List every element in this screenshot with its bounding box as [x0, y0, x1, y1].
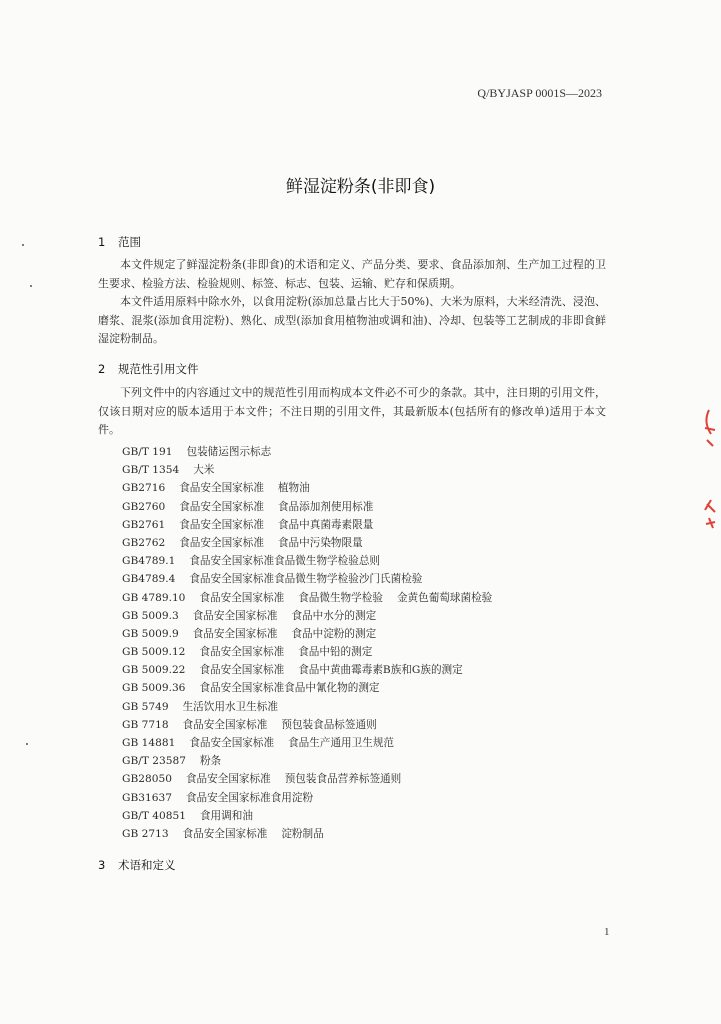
reference-code: GB 2713: [122, 827, 169, 840]
reference-item: [122, 643, 506, 661]
reference-title-part: 食品安全国家标准: [179, 536, 264, 549]
reference-title-part: 淀粉制品: [281, 827, 324, 840]
reference-title-part: 食品添加剂使用标准: [277, 500, 374, 513]
reference-item: [122, 698, 506, 716]
reference-title-part: 食品中黄曲霉毒素B族和G族的测定: [298, 664, 463, 677]
section-title: 范围: [118, 235, 141, 249]
page-number: 1: [604, 926, 610, 938]
reference-title-part: 包装储运图示标志: [186, 446, 272, 458]
reference-code: GB/T 191: [122, 446, 173, 458]
reference-title-part: 食品安全国家标准食品微生物学检验总则: [189, 555, 381, 568]
reference-title-part: 食品安全国家标准食品中氰化物的测定: [199, 682, 380, 695]
reference-code: GB/T 23587: [122, 755, 186, 768]
scan-dot: [30, 285, 32, 287]
document-title: 鲜湿淀粉条(非即食): [285, 177, 436, 197]
reference-code: GB 7718: [122, 718, 169, 731]
reference-title-part: 食品微生物学检验: [298, 591, 383, 604]
reference-title-part: 食品安全国家标准: [179, 482, 264, 495]
reference-title-part: 食品生产通用卫生规范: [288, 737, 395, 749]
section-number: 1: [98, 235, 106, 249]
reference-title-part: 食品安全国家标准: [199, 591, 285, 604]
reference-title-part: 预包装食品营养标签通则: [284, 773, 402, 786]
reference-code: GB2762: [122, 536, 166, 549]
reference-code: GB 5009.3: [122, 609, 179, 622]
reference-item: [122, 625, 506, 643]
reference-item: [122, 807, 506, 825]
reference-title-part: 食品中水分的测定: [291, 609, 377, 622]
reference-item: [122, 770, 506, 788]
scope-paragraph-2: 本文件适用原料中除水外，以食用淀粉(添加总量占比大于50%)、大米为原料，大米经清洗、浸泡、磨浆、混浆(添加食用淀粉)、熟化、成型(添加食用植物油或调和油)、冷却、包装等工艺制成的非即食鲜湿淀粉制品。: [98, 295, 606, 345]
reference-title-part: 食品安全国家标准食品微生物学检验沙门氏菌检验: [189, 573, 423, 586]
reference-item: [122, 734, 506, 752]
reference-item: [122, 498, 506, 516]
standard-code: Q/BYJASP 0001S—2023: [477, 86, 602, 100]
reference-item: [122, 443, 506, 461]
reference-title-part: 食品安全国家标准: [199, 664, 285, 677]
reference-item: [122, 607, 506, 625]
reference-code: GB 5009.36: [122, 682, 186, 695]
section-number: 2: [98, 362, 106, 376]
reference-title-part: 食品中真菌毒素限量: [277, 518, 374, 531]
reference-title-part: 食用调和油: [199, 809, 253, 822]
section-title: 规范性引用文件: [118, 362, 199, 376]
reference-title-part: 生活饮用水卫生标准: [182, 700, 278, 713]
section-title: 术语和定义: [118, 858, 176, 872]
reference-code: GB2760: [122, 500, 166, 513]
reference-item: [122, 570, 506, 588]
reference-code: GB2761: [122, 518, 166, 531]
reference-code: GB 14881: [122, 737, 176, 749]
reference-title-part: 食品安全国家标准食用淀粉: [185, 791, 314, 804]
reference-item: [122, 516, 506, 534]
reference-item: [122, 825, 506, 843]
reference-item: [122, 461, 506, 479]
reference-code: GB 5009.22: [122, 664, 186, 677]
reference-title-part: 植物油: [277, 482, 310, 495]
reference-item: [122, 752, 506, 770]
scan-dot: [26, 743, 28, 745]
reference-item: [122, 552, 506, 570]
reference-code: GB 5009.9: [122, 627, 179, 640]
reference-title-part: 食品安全国家标准: [192, 609, 278, 622]
reference-title-part: 食品安全国家标准: [182, 827, 268, 840]
reference-item: [122, 789, 506, 807]
reference-title-part: 食品安全国家标准: [192, 627, 278, 640]
reference-code: GB4789.4: [122, 573, 176, 586]
reference-title-part: 金黄色葡萄球菌检验: [396, 591, 493, 604]
reference-item: [122, 534, 506, 552]
scan-dot: [22, 244, 24, 246]
reference-title-part: 食品安全国家标准: [185, 773, 271, 786]
section-heading-terms-definitions: [98, 857, 176, 873]
reference-code: GB31637: [122, 791, 172, 804]
reference-item: [122, 716, 506, 734]
reference-code: GB28050: [122, 773, 172, 786]
reference-title-part: 食品安全国家标准: [179, 518, 264, 531]
reference-item: [122, 679, 506, 697]
reference-title-part: 粉条: [199, 755, 222, 768]
section-heading-normative-references: [98, 361, 199, 377]
section-heading-scope: [98, 234, 141, 250]
section-number: 3: [98, 858, 106, 872]
reference-code: GB/T 40851: [122, 809, 186, 822]
reference-title-part: 食品安全国家标准: [189, 737, 275, 749]
reference-code: GB 4789.10: [122, 591, 186, 604]
reference-title-part: 食品中污染物限量: [277, 536, 363, 549]
reference-item: [122, 589, 506, 607]
reference-title-part: 食品安全国家标准: [199, 646, 285, 659]
reference-title-part: 食品安全国家标准: [179, 500, 264, 513]
reference-item: [122, 661, 506, 679]
reference-title-part: 食品安全国家标准: [182, 718, 268, 731]
reference-item: [122, 479, 506, 497]
references-intro-paragraph: 下列文件中的内容通过文中的规范性引用而构成本文件必不可少的条款。其中，注日期的引用文件，仅该日期对应的版本适用于本文件；不注日期的引用文件，其最新版本(包括所有的修改单)适用于本文件。: [98, 386, 606, 436]
reference-title-part: 食品中铅的测定: [298, 646, 373, 659]
reference-code: GB 5749: [122, 700, 169, 713]
red-seal-stamp-fragment: [697, 400, 721, 545]
reference-code: GB/T 1354: [122, 464, 180, 477]
reference-code: GB2716: [122, 482, 166, 495]
reference-code: GB4789.1: [122, 555, 176, 568]
reference-list: [122, 443, 506, 843]
reference-title-part: 大米: [193, 464, 215, 477]
reference-title-part: 预包装食品标签通则: [281, 718, 377, 731]
reference-code: GB 5009.12: [122, 646, 186, 659]
reference-title-part: 食品中淀粉的测定: [291, 627, 377, 640]
scope-paragraph-1: 本文件规定了鲜湿淀粉条(非即食)的术语和定义、产品分类、要求、食品添加剂、生产加工过程的卫生要求、检验方法、检验规则、标签、标志、包装、运输、贮存和保质期。: [98, 258, 606, 290]
